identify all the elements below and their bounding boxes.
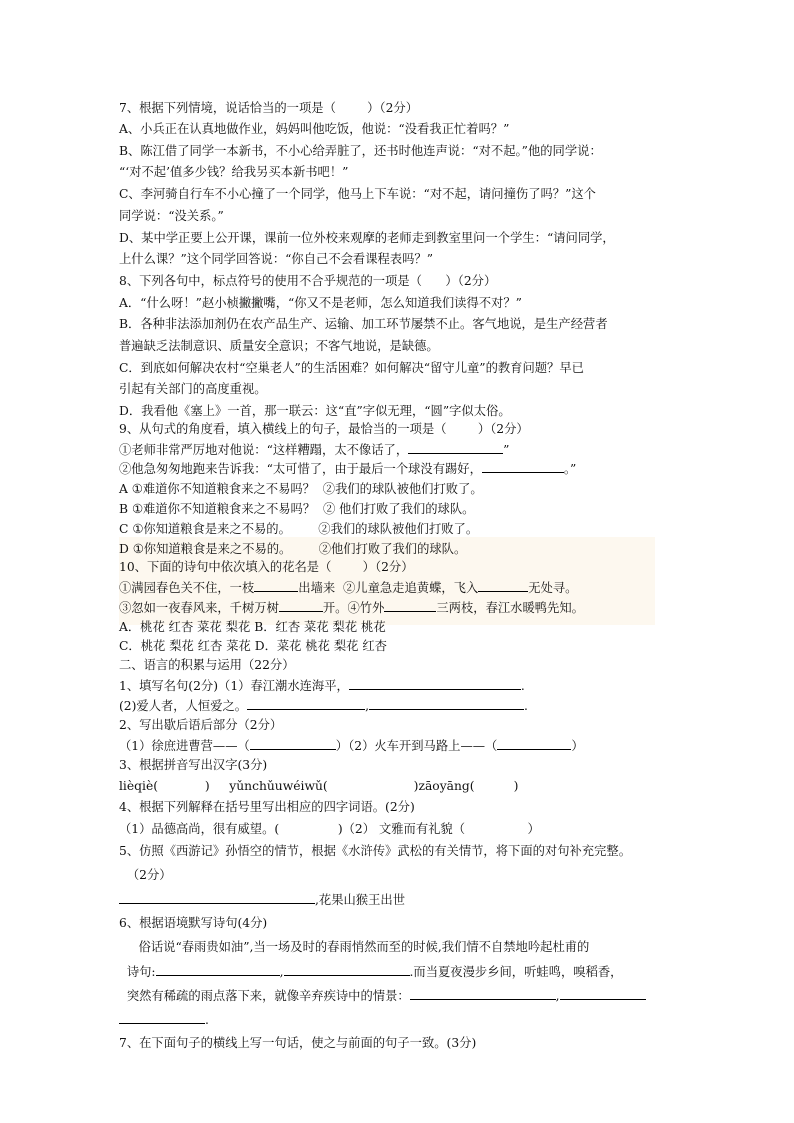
q9-option-c: C ①你知道粮食是来之不易的。 ②我们的球队被他们打败了。: [119, 522, 479, 536]
s2-q2-items: （1）徐庶进曹营——（ ）（2）火车开到马路上——（ ）: [119, 736, 584, 755]
s2-q5-couplet: ,花果山猴王出世: [119, 890, 405, 909]
blank-line[interactable]: [254, 578, 298, 592]
s2-q4-title: 4、根据下列解释在括号里写出相应的四字词语。(2分): [119, 800, 415, 814]
blank-line[interactable]: [284, 962, 410, 976]
q7-option-a: A、小兵正在认真地做作业，妈妈叫他吃饭，他说：“没看我正忙着吗？”: [119, 122, 510, 136]
blank-line[interactable]: [497, 736, 571, 750]
q8-option-d: D．我看他《塞上》一首，那一联云：这“直”字似无理，“圆”字似太俗。: [119, 404, 511, 418]
q9-stem: 9、从句式的角度看，填入横线上的句子，最恰当的一项是（ ）（2分）: [119, 422, 529, 436]
s2-q1-line1: 1、填写名句(2分)（1）春江潮水连海平， .: [119, 676, 525, 695]
blank-line[interactable]: [410, 986, 556, 1000]
s2-q7-title: 7、在下面句子的横线上写一句话，使之与前面的句子一致。(3分): [119, 1036, 477, 1050]
s2-q6-line3: 突然有稀疏的雨点落下来，就像辛弃疾诗中的情景： ,: [119, 986, 646, 1005]
q10-stem: 10、下面的诗句中依次填入的花名是（ ）（2分）: [119, 560, 414, 574]
blank-line[interactable]: [369, 696, 524, 710]
q10-options-cd: C．桃花 梨花 红杏 菜花 D．菜花 桃花 梨花 红杏: [119, 639, 387, 653]
s2-q6-line1: 俗话说“春雨贵如油”,当一场及时的春雨悄然而至的时候,我们情不自禁地吟起杜甫的: [138, 940, 590, 954]
q7-option-d-line2: 上什么课？”这个同学回答说：“你自己不会看课程表吗？”: [119, 252, 433, 266]
q7-option-b-line2: “‘对不起’值多少钱？给我另买本新书吧！”: [119, 165, 349, 179]
blank-line[interactable]: [279, 598, 323, 612]
blank-line[interactable]: [384, 598, 436, 612]
s2-q3-items: lièqiè( ) yǔnchǔuwéiwǔ( )zāoyāng( ): [119, 779, 519, 793]
blank-line[interactable]: [482, 459, 564, 473]
q7-option-c-line1: C、李河骑自行车不小心撞了一个同学，他马上下车说：“对不起，请问撞伤了吗？”这个: [119, 187, 596, 201]
q9-option-a: A ①难道你不知道粮食来之不易吗？ ②我们的球队被他们打败了。: [119, 482, 483, 496]
q8-option-b-line1: B．各种非法添加剂仍在农产品生产、运输、加工环节屡禁不止。客气地说，是生产经营者: [119, 317, 608, 331]
s2-q5-score: （2分）: [126, 868, 172, 882]
s2-q6-line4: .: [119, 1010, 209, 1029]
blank-line[interactable]: [119, 1010, 205, 1024]
q8-option-c-line2: 引起有关部门的高度重视。: [119, 382, 267, 396]
section2-title: 二、语言的积累与运用（22分）: [119, 658, 295, 672]
s2-q2-title: 2、写出歇后语后部分（2分）: [119, 718, 283, 732]
q10-poem-line1: ①满园春色关不住，一枝 出墙来 ②儿童急走追黄蝶，飞入 无处寻。: [119, 578, 577, 597]
q9-option-d: D ①你知道粮食是来之不易的。 ②他们打败了我们的球队。: [119, 542, 467, 556]
s2-q1-line2: (2)爱人者，人恒爱之。 , .: [119, 696, 528, 715]
q8-stem: 8、下列各句中，标点符号的使用不合乎规范的一项是（ ）（2分）: [119, 274, 497, 288]
blank-line[interactable]: [560, 986, 646, 1000]
blank-line[interactable]: [247, 696, 365, 710]
q9-option-b: B ①难道你不知道粮食来之不易吗？ ② 他们打败了我们的球队。: [119, 502, 475, 516]
q9-sentence2: ②他急匆匆地跑来告诉我：“太可惜了，由于最后一个球没有踢好， 。”: [119, 459, 576, 478]
s2-q6-line2: 诗句: , .而当夏夜漫步乡间，听蛙鸣，嗅稻香，: [119, 962, 622, 981]
blank-line[interactable]: [349, 676, 521, 690]
q10-options-ab: A．桃花 红杏 菜花 梨花 B．红杏 菜花 梨花 桃花: [119, 620, 386, 634]
q8-option-c-line1: C．到底如何解决农村“空巢老人”的生活困难？如何解决“留守儿童”的教育问题？早已: [119, 361, 584, 375]
blank-line[interactable]: [156, 962, 280, 976]
q8-option-a: A．“什么呀！”赵小桢撇撇嘴，“你又不是老师，怎么知道我们读得不对？”: [119, 296, 522, 310]
blank-line[interactable]: [478, 578, 528, 592]
s2-q4-items: （1）品德高尚，很有威望。( )（2） 文雅而有礼貌（ ）: [119, 822, 540, 836]
s2-q6-title: 6、根据语境默写诗句(4分): [119, 916, 268, 930]
s2-q3-title: 3、根据拼音写出汉字(3分): [119, 758, 268, 772]
q8-option-b-line2: 普遍缺乏法制意识、质量安全意识；不客气地说，是缺德。: [119, 339, 439, 353]
q7-option-b-line1: B、陈江借了同学一本新书，不小心给弄脏了，还书时他连声说：“对不起。”他的同学说：: [119, 144, 602, 158]
q10-poem-line2: ③忽如一夜春风来，千树万树 开。④竹外 三两枝，春江水暖鸭先知。: [119, 598, 584, 617]
q9-sentence1: ①老师非常严厉地对他说：“这样糟蹋，太不像话了， ”: [119, 440, 509, 459]
blank-line[interactable]: [119, 890, 315, 904]
q7-option-c-line2: 同学说：“没关系。”: [119, 209, 224, 223]
q7-option-d-line1: D、某中学正要上公开课，课前一位外校来观摩的老师走到教室里问一个学生：“请问同学，: [119, 231, 615, 245]
blank-line[interactable]: [408, 440, 503, 454]
blank-line[interactable]: [250, 736, 336, 750]
q7-stem: 7、根据下列情境，说话恰当的一项是（ ）（2分）: [119, 101, 419, 115]
s2-q5-title: 5、仿照《西游记》孙悟空的情节，根据《水浒传》武松的有关情节，将下面的对句补充完整。: [119, 844, 631, 858]
